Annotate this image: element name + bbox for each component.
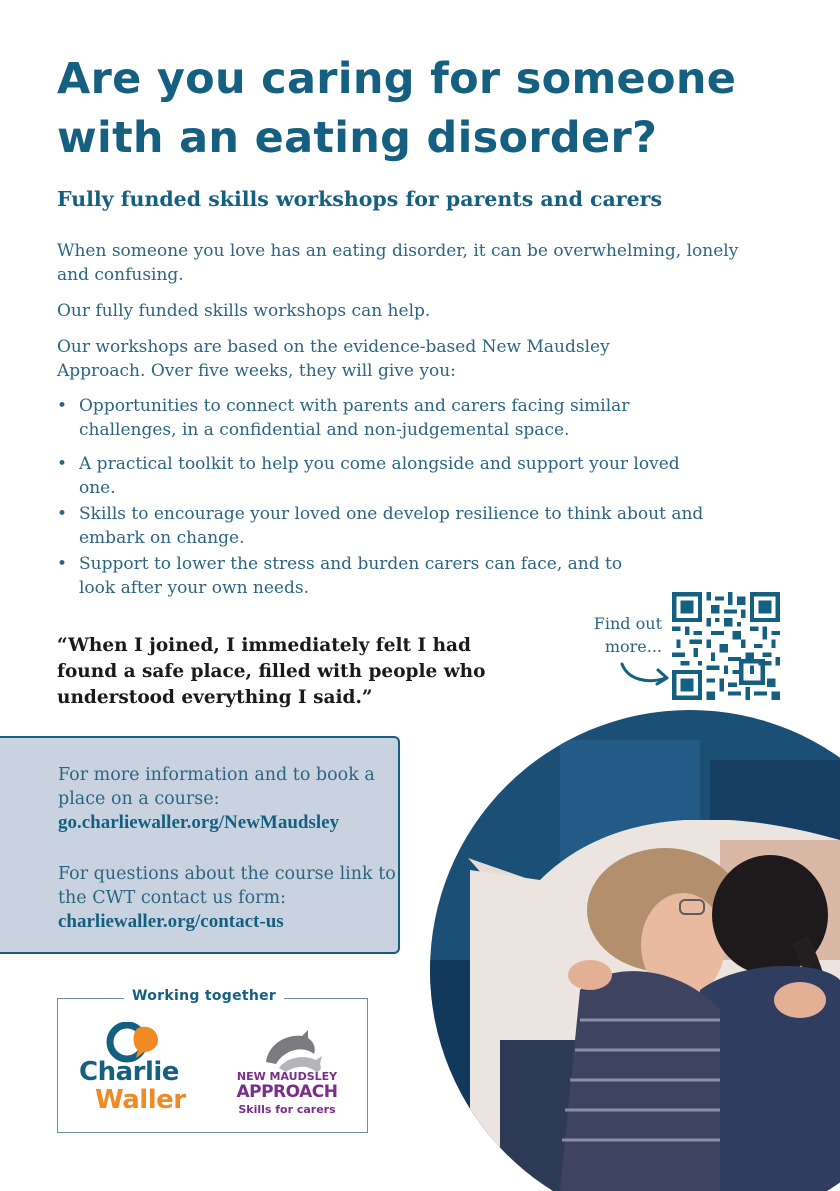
intro-paragraph: When someone you love has an eating disorder, it can be overwhelming, lonely and confusing. (57, 241, 739, 285)
questions-info (58, 862, 398, 934)
new-maudsley-logo-line1: NEW MAUDSLEY (236, 1070, 338, 1083)
bullet-icon: • (57, 504, 68, 524)
new-maudsley-logo-line2: APPROACH (236, 1082, 338, 1102)
bullet-text: A practical toolkit to help you come alongside and support your loved one. (79, 454, 680, 498)
bullet-text: Support to lower the stress and burden carers can face, and to look after your own needs. (79, 554, 623, 598)
bullet-icon: • (57, 454, 68, 474)
new-maudsley-logo-line3: Skills for carers (238, 1103, 336, 1116)
bullet-icon: • (57, 554, 68, 574)
list-item (57, 502, 717, 550)
testimonial-quote: “When I joined, I immediately felt I had found a safe place, filled with people who understood everything I said.” (57, 635, 486, 708)
approach-paragraph: Our workshops are based on the evidence-based New Maudsley Approach. Over five weeks, they will give you: (57, 337, 610, 381)
list-item (57, 394, 717, 442)
bullet-text: Opportunities to connect with parents and carers facing similar challenges, in a confidential and non-judgemental space. (79, 396, 630, 440)
bullet-icon: • (57, 396, 68, 416)
qr-code-icon[interactable] (672, 592, 780, 700)
booking-link[interactable]: go.charliewaller.org/NewMaudsley (58, 812, 340, 833)
page-title: Are you caring for someone with an eating disorder? (57, 54, 737, 163)
charlie-waller-logo-waller: Waller (95, 1085, 186, 1115)
charlie-waller-logo: Charlie (79, 1057, 179, 1087)
partners-label: Working together (124, 988, 284, 1004)
help-paragraph: Our fully funded skills workshops can help. (57, 301, 431, 321)
benefits-list (57, 394, 717, 600)
contact-link[interactable]: charliewaller.org/contact-us (58, 911, 284, 932)
bullet-text: Skills to encourage your loved one develop resilience to think about and embark on change. (79, 504, 704, 548)
booking-info (58, 763, 398, 835)
questions-text: For questions about the course link to the CWT contact us form: (58, 864, 396, 908)
list-item (57, 552, 649, 600)
find-out-more-label: Find out more... (593, 614, 662, 656)
page-subtitle: Fully funded skills workshops for parents and carers (57, 187, 662, 211)
list-item (57, 452, 717, 500)
booking-text: For more information and to book a place on a course: (58, 765, 375, 809)
curved-arrow-icon (618, 658, 672, 688)
